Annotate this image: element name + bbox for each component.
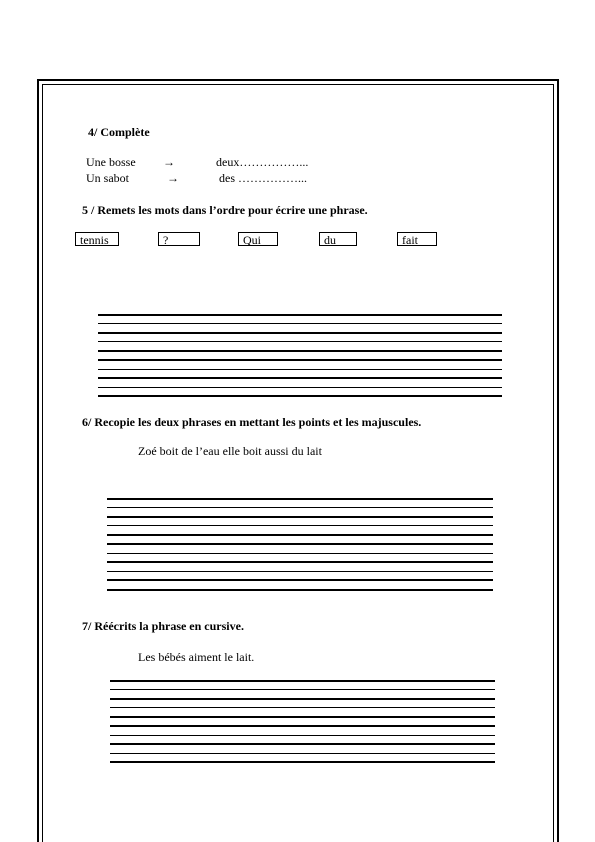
word-box-5: fait [397,232,437,246]
row-1-right: deux……………... [216,155,309,169]
row-1-arrow-icon: → [163,155,175,169]
row-2-arrow-icon: → [167,171,179,185]
word-box-4: du [319,232,357,246]
writing-lines-7[interactable] [110,680,495,763]
section-4-title: 4/ Complète [88,125,150,139]
word-box-1: tennis [75,232,119,246]
row-1-left: Une bosse [86,155,136,169]
section-6-title: 6/ Recopie les deux phrases en mettant les points et les majuscules. [82,415,422,429]
writing-lines-5[interactable] [98,314,502,397]
section-7-title: 7/ Réécrits la phrase en cursive. [82,619,244,633]
row-2-right: des ……………... [219,171,307,185]
section-6-sentence: Zoé boit de l’eau elle boit aussi du lait [138,444,322,458]
section-5-title: 5 / Remets les mots dans l’ordre pour écrire une phrase. [82,203,368,217]
word-box-3: Qui [238,232,278,246]
writing-lines-6[interactable] [107,498,493,591]
word-box-2: ? [158,232,200,246]
row-2-left: Un sabot [86,171,129,185]
section-7-sentence: Les bébés aiment le lait. [138,650,255,664]
